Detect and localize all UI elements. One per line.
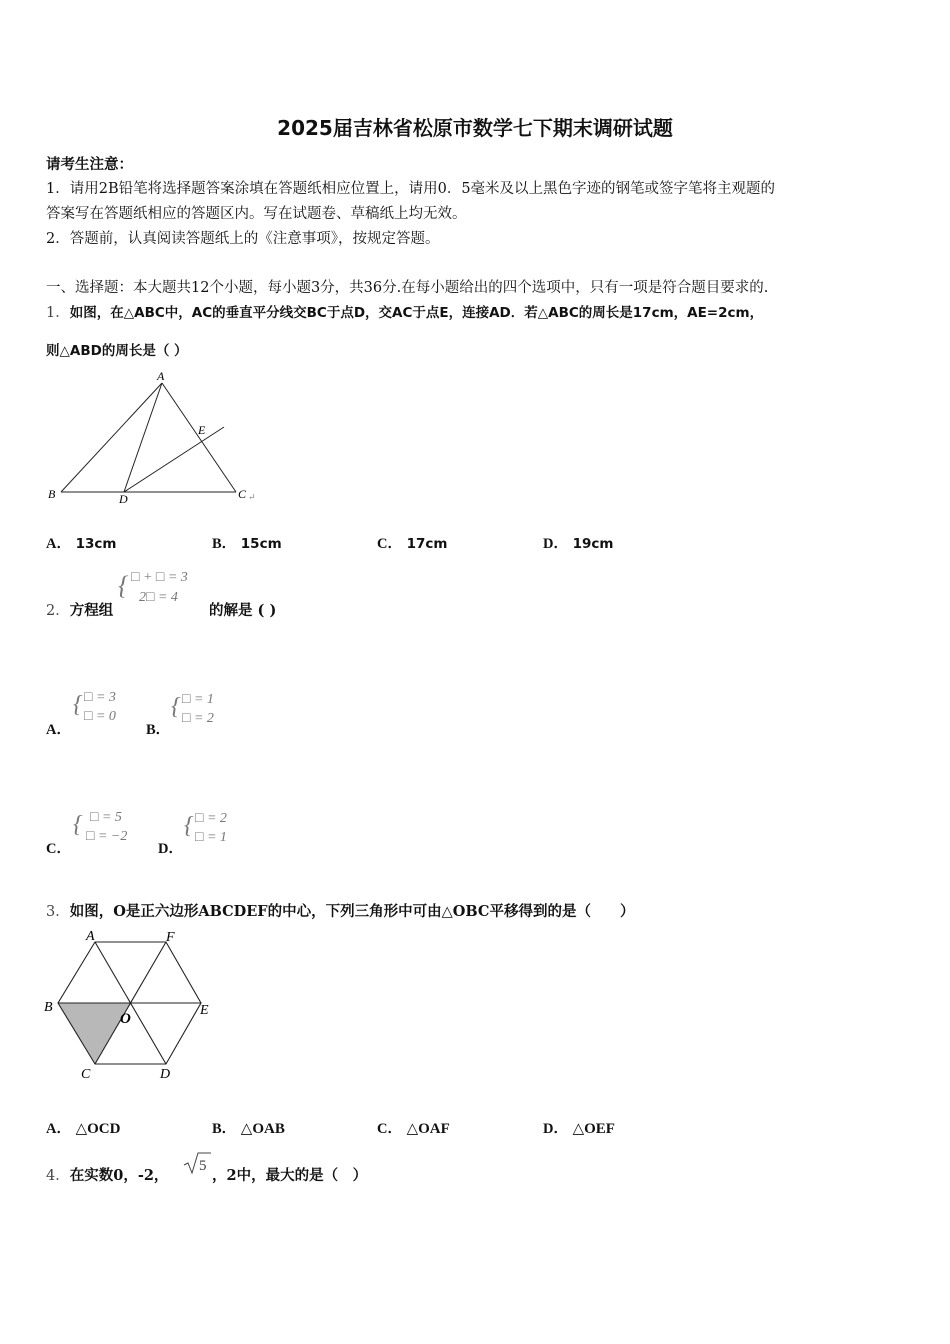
q2-option-c-system[interactable]	[86, 808, 127, 846]
option-value: △OAB	[240, 1121, 285, 1137]
paragraph-mark-icon: ↵	[248, 492, 256, 502]
q3-text: 如图，O是正六边形ABCDEF的中心，下列三角形中可由△OBC平移得到的是（ ）	[69, 903, 635, 920]
section-heading: 一、选择题：本大题共12个小题，每小题3分，共36分.在每小题给出的四个选项中，只有一项是符合题目要求的.	[46, 280, 769, 296]
q2-option-d-system[interactable]	[195, 809, 227, 847]
q4-prefix: 在实数0，-2，	[69, 1167, 169, 1184]
label-f: F	[166, 930, 175, 945]
q4-suffix: ，2中，最大的是（ ）	[212, 1167, 368, 1184]
option-value: 19cm	[572, 536, 614, 552]
sqrt-symbol-icon	[182, 1150, 212, 1176]
system-brace-icon: {	[118, 571, 129, 600]
q1-stem-line1	[46, 301, 763, 322]
option-value: 15cm	[240, 536, 282, 552]
label-o: O	[120, 1011, 131, 1027]
q2-suffix: 的解是 ( )	[209, 602, 277, 619]
q3-hexagon-figure	[40, 926, 225, 1086]
option-eq-1: □ = 3	[84, 690, 116, 705]
option-label: B．	[146, 722, 171, 738]
option-label: C．	[377, 536, 402, 552]
q1-text-2: 则△ABD的周长是（ ）	[46, 343, 188, 359]
option-value: 13cm	[75, 536, 117, 552]
q2-option-b-system[interactable]	[182, 690, 214, 728]
label-b: B	[48, 487, 56, 501]
q2-stem	[46, 599, 113, 620]
label-a: A	[157, 369, 165, 383]
brace-icon: {	[184, 813, 194, 839]
option-eq-2: □ = 0	[84, 709, 116, 724]
option-eq-2: □ = 1	[195, 830, 227, 845]
option-eq-2: □ = −2	[86, 829, 128, 844]
notice-heading: 请考生注意：	[46, 156, 133, 173]
option-label: A．	[46, 1121, 71, 1137]
segment-ab	[61, 383, 162, 492]
q1-option-b[interactable]	[212, 532, 282, 553]
label-e: E	[200, 1003, 209, 1018]
option-label: D．	[543, 536, 568, 552]
option-eq-1: □ = 2	[195, 811, 227, 826]
q2-number: 2．	[46, 603, 70, 619]
perpendicular-bisector-line	[124, 427, 224, 492]
option-label: A．	[46, 722, 71, 738]
q4-stem-prefix	[46, 1164, 168, 1185]
label-c: C	[81, 1067, 91, 1082]
page-title: 2025届吉林省松原市数学七下期末调研试题	[277, 116, 673, 140]
option-eq-1: □ = 5	[90, 810, 122, 825]
q1-option-d[interactable]	[543, 532, 613, 553]
segment-ad	[124, 383, 162, 492]
q3-option-b[interactable]	[212, 1117, 285, 1138]
q1-triangle-figure	[44, 368, 264, 508]
q1-number: 1．	[46, 305, 70, 321]
q2-option-a-system[interactable]	[84, 688, 116, 726]
system-eq-2: 2□ = 4	[139, 590, 178, 605]
option-label: C．	[46, 841, 71, 857]
label-e: E	[198, 423, 206, 437]
segment-ac	[162, 383, 236, 492]
q3-number: 3．	[46, 904, 70, 920]
q3-option-c[interactable]	[377, 1117, 450, 1138]
option-label: C．	[377, 1121, 402, 1137]
q3-option-a[interactable]	[46, 1117, 120, 1138]
option-eq-2: □ = 2	[182, 711, 214, 726]
q4-number: 4．	[46, 1168, 70, 1184]
q3-stem	[46, 900, 634, 921]
brace-icon: {	[73, 812, 83, 838]
option-value: △OCD	[75, 1121, 121, 1137]
brace-icon: {	[171, 694, 181, 720]
q2-option-b-label[interactable]	[146, 718, 170, 739]
label-a: A	[86, 929, 95, 944]
label-d: D	[160, 1067, 171, 1082]
radicand: 5	[199, 1158, 207, 1174]
option-label: D．	[158, 841, 183, 857]
q2-system	[131, 568, 188, 608]
q1-option-a[interactable]	[46, 532, 116, 553]
notice-line-1: 1．请用2B铅笔将选择题答案涂填在答题纸相应位置上，请用0．5毫米及以上黑色字迹的钢笔或签字笔将主观题的	[46, 181, 776, 197]
option-eq-1: □ = 1	[182, 692, 214, 707]
q1-option-c[interactable]	[377, 532, 447, 553]
label-d: D	[119, 492, 128, 506]
option-label: B．	[212, 536, 237, 552]
notice-line-3: 2．答题前，认真阅读答题纸上的《注意事项》，按规定答题。	[46, 231, 440, 247]
q2-option-c-label[interactable]	[46, 837, 71, 858]
q2-prefix: 方程组	[69, 602, 114, 619]
q3-option-d[interactable]	[543, 1117, 615, 1138]
q2-option-a-label[interactable]	[46, 718, 71, 739]
notice-line-2: 答案写在答题纸相应的答题区内。写在试题卷、草稿纸上均无效。	[46, 206, 467, 222]
label-c: C	[238, 487, 247, 501]
option-label: A．	[46, 536, 71, 552]
brace-icon: {	[73, 692, 83, 718]
q2-option-d-label[interactable]	[158, 837, 183, 858]
label-b: B	[44, 1000, 53, 1015]
option-label: D．	[543, 1121, 568, 1137]
system-eq-1: □ + □ = 3	[131, 570, 188, 585]
option-value: △OAF	[406, 1121, 450, 1137]
option-label: B．	[212, 1121, 237, 1137]
q1-text-1: 如图，在△ABC中，AC的垂直平分线交BC于点D，交AC于点E，连接AD．若△ABC的周长是17cm，AE=2cm，	[69, 305, 764, 321]
option-value: △OEF	[572, 1121, 615, 1137]
option-value: 17cm	[406, 536, 448, 552]
